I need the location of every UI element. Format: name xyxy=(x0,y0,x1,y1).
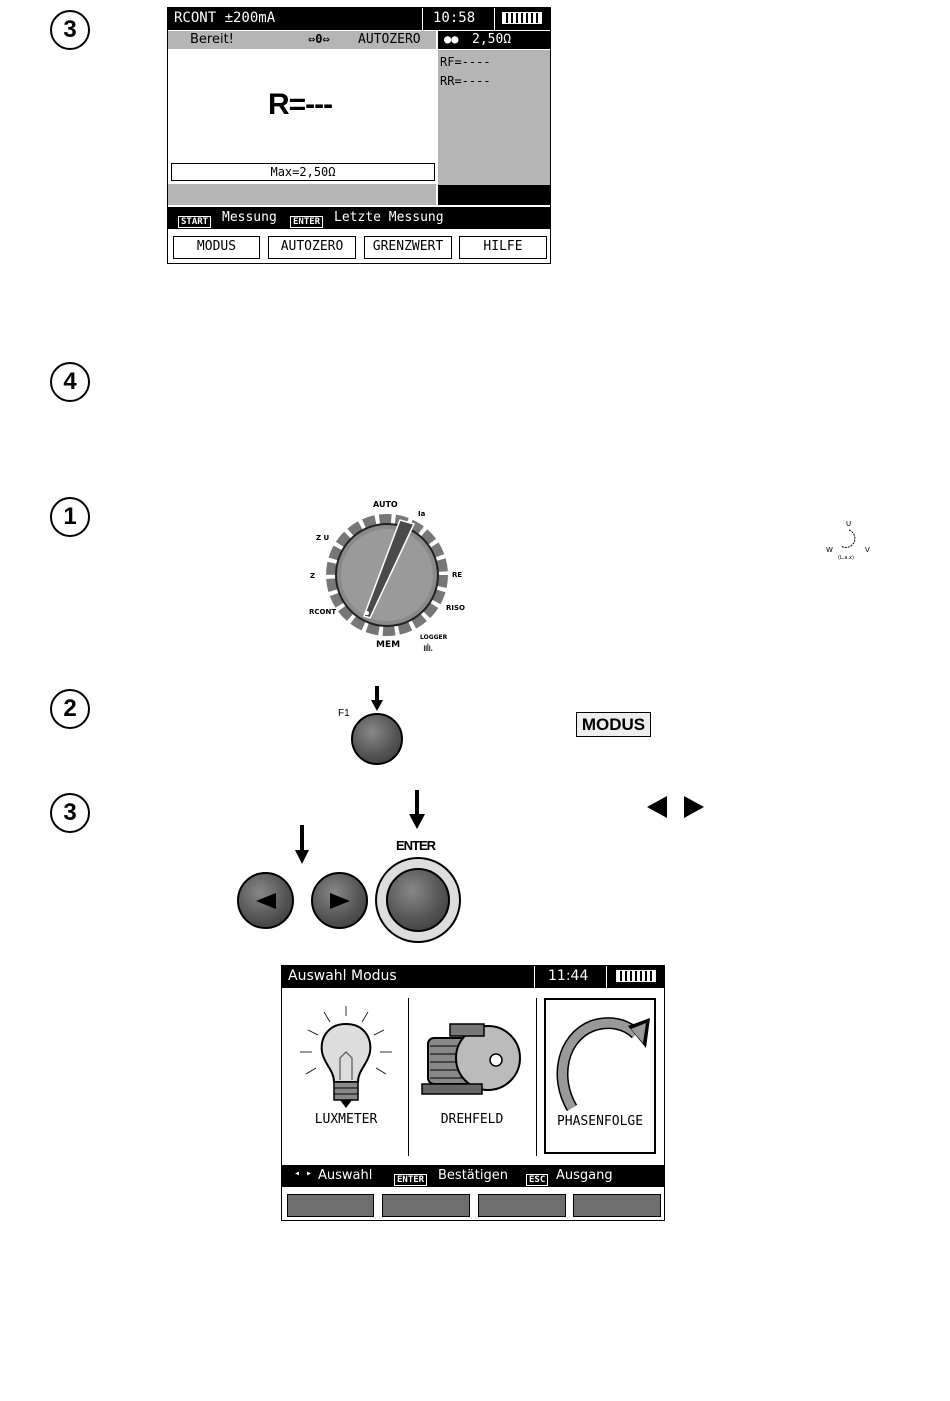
enter-key-tag: ENTER xyxy=(394,1174,427,1186)
svg-text:V: V xyxy=(865,546,870,554)
left-arrow-icon xyxy=(256,893,276,909)
probe-link-icon: ⇔0⇔ xyxy=(308,32,330,46)
probe-icon: ●● xyxy=(444,32,459,46)
function-button-1[interactable] xyxy=(287,1194,374,1217)
dial-label-mem: MEM xyxy=(376,640,401,650)
left-arrow-button[interactable] xyxy=(237,872,294,929)
autozero-button[interactable]: AUTOZERO xyxy=(268,236,356,259)
svg-text:Ia: Ia xyxy=(418,510,426,518)
function-button-2[interactable] xyxy=(382,1194,470,1217)
limit-box: Max=2,50Ω xyxy=(171,163,435,181)
step-marker-4: 4 xyxy=(50,362,90,402)
modus-button[interactable]: MODUS xyxy=(173,236,260,259)
f1-label: F1 xyxy=(338,708,350,719)
step-marker-3b: 3 xyxy=(50,793,90,833)
status-text: Bereit! xyxy=(190,32,234,47)
motor-icon xyxy=(420,1016,524,1106)
svg-text:RCONT: RCONT xyxy=(309,608,337,616)
left-right-hint-icon: ◂ ▸ xyxy=(294,1168,313,1179)
side-panel xyxy=(438,50,550,185)
svg-text:U: U xyxy=(846,520,852,528)
mode-label-luxmeter: LUXMETER xyxy=(314,1112,378,1127)
function-button-4[interactable] xyxy=(573,1194,661,1217)
start-key-tag: START xyxy=(178,216,211,228)
dial-label-logger: LOGGER xyxy=(420,634,448,641)
lightbulb-icon xyxy=(294,1002,398,1112)
screen-title: RCONT ±200mA xyxy=(174,10,276,26)
step-marker-3a: 3 xyxy=(50,10,90,50)
hint-measure: Messung xyxy=(222,210,277,225)
hint-bar xyxy=(168,207,550,229)
step-marker-2: 2 xyxy=(50,689,90,729)
main-result: R=--- xyxy=(268,88,333,121)
enter-button[interactable] xyxy=(386,868,450,932)
esc-key-tag: ESC xyxy=(526,1174,548,1186)
left-right-arrows-icon xyxy=(647,795,705,819)
svg-text:RE: RE xyxy=(452,571,463,579)
rotary-switch[interactable] xyxy=(300,492,470,667)
mode-label-phase-sequence: PHASENFOLGE xyxy=(556,1114,644,1129)
svg-text:Z U: Z U xyxy=(316,534,330,542)
status-row xyxy=(168,31,436,49)
svg-text:Z: Z xyxy=(310,572,316,580)
probe-resistance: 2,50Ω xyxy=(472,32,512,47)
hint-exit: Ausgang xyxy=(556,1168,613,1183)
screen-title: Auswahl Modus xyxy=(288,968,397,984)
svg-text:W: W xyxy=(826,546,833,554)
mode-label-rotating-field: DREHFELD xyxy=(440,1112,504,1127)
title-bar xyxy=(168,8,550,30)
probe-resistance-box xyxy=(438,31,550,49)
press-arrow-icon xyxy=(295,825,307,865)
logger-icon: ıılı. xyxy=(423,643,433,654)
phase-sequence-icon xyxy=(826,518,872,560)
hint-last-measure: Letzte Messung xyxy=(334,210,444,225)
enter-key-label: ENTER xyxy=(396,838,436,853)
phase-arc-icon xyxy=(552,1008,652,1112)
press-arrow-icon xyxy=(371,686,381,712)
right-arrow-button[interactable] xyxy=(311,872,368,929)
help-button[interactable]: HILFE xyxy=(459,236,547,259)
hint-select: Auswahl xyxy=(318,1168,373,1183)
rr-value: RR=---- xyxy=(440,74,491,88)
step-marker-1: 1 xyxy=(50,497,90,537)
svg-text:RISO: RISO xyxy=(446,604,465,612)
mode-phase-sequence[interactable] xyxy=(544,998,656,1154)
mode-rotating-field[interactable] xyxy=(412,996,532,1156)
svg-text:(L.a.x): (L.a.x) xyxy=(838,555,854,560)
clock: 10:58 xyxy=(433,10,476,26)
limit-button[interactable]: GRENZWERT xyxy=(364,236,452,259)
rf-value: RF=---- xyxy=(440,55,491,69)
rcont-screen xyxy=(167,7,551,264)
title-bar xyxy=(282,966,664,988)
right-arrow-icon xyxy=(330,893,350,909)
mode-luxmeter[interactable] xyxy=(286,996,406,1156)
enter-key-tag: ENTER xyxy=(290,216,323,228)
mode-select-screen xyxy=(281,965,665,1221)
battery-icon xyxy=(502,12,542,24)
press-arrow-icon xyxy=(409,790,423,830)
function-button-3[interactable] xyxy=(478,1194,566,1217)
f1-button[interactable] xyxy=(351,713,403,765)
hint-confirm: Bestätigen xyxy=(438,1168,508,1183)
battery-icon xyxy=(616,970,656,982)
clock: 11:44 xyxy=(548,968,589,984)
hint-bar xyxy=(282,1165,664,1187)
autozero-text: AUTOZERO xyxy=(358,32,421,47)
dial-label-auto: AUTO xyxy=(373,500,398,509)
modus-softkey-label: MODUS xyxy=(576,712,651,737)
